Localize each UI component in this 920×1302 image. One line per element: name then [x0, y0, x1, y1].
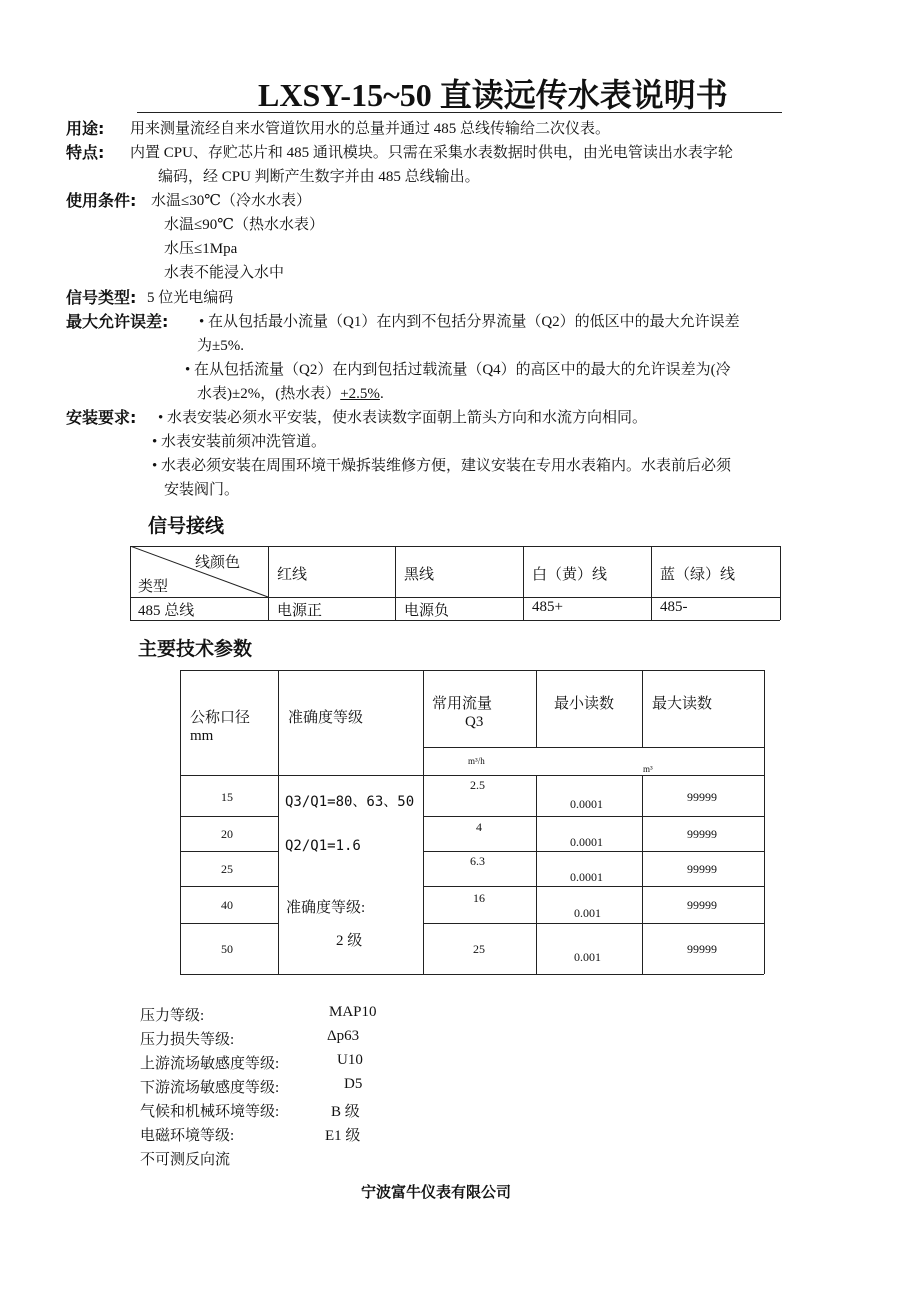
- install-bullet1: • 水表安装必须水平安装，使水表读数字面朝上箭头方向和水流方向相同。: [158, 410, 648, 426]
- params-max: 99999: [687, 827, 717, 841]
- condition-item: 水表不能浸入水中: [164, 265, 285, 281]
- params-col-q3-symbol: Q3: [465, 714, 484, 730]
- spec-label: 上游流场敏感度等级:: [140, 1056, 280, 1072]
- condition-item: 水温≤90℃（热水水表）: [164, 217, 325, 233]
- condition-item: 水温≤30℃（冷水水表）: [151, 193, 312, 209]
- wiring-cell: 电源负: [404, 603, 450, 619]
- wiring-corner-bottom: 类型: [138, 579, 169, 595]
- install-bullet2: • 水表安装前须冲洗管道。: [152, 434, 327, 450]
- params-accuracy-ratio-q2q1: Q2/Q1=1.6: [285, 838, 361, 854]
- params-min: 0.001: [574, 906, 601, 920]
- wiring-header-cell: 黑线: [404, 567, 435, 583]
- conditions-label: 使用条件:: [66, 191, 137, 210]
- usage-text: 用来测量流经自来水管道饮用水的总量并通过 485 总线传输给二次仪表。: [130, 121, 611, 137]
- signal-type-label: 信号类型:: [66, 288, 137, 307]
- spec-value: E1 级: [325, 1128, 361, 1144]
- params-min: 0.001: [574, 950, 601, 964]
- wiring-row-label: 485 总线: [138, 603, 195, 619]
- title-underline: [137, 112, 782, 113]
- max-error-bullet1-line2: 为±5%.: [197, 338, 244, 354]
- install-label: 安装要求:: [66, 408, 137, 427]
- page-title: LXSY-15~50 直读远传水表说明书: [258, 77, 728, 113]
- no-reverse-flow-note: 不可测反向流: [140, 1152, 231, 1168]
- spec-value: MAP10: [329, 1004, 377, 1020]
- wiring-cell: 电源正: [277, 603, 323, 619]
- params-q3: 25: [473, 942, 485, 956]
- features-text-line1: 内置 CPU、存贮芯片和 485 通讯模块。只需在采集水表数据时供电，由光电管读出水表字轮: [130, 145, 733, 161]
- install-bullet3-line2: 安装阀门。: [164, 482, 240, 498]
- params-col-accuracy: 准确度等级: [288, 710, 364, 726]
- params-col-min: 最小读数: [554, 696, 615, 712]
- wiring-cell: 485+: [532, 599, 563, 615]
- params-dn: 50: [221, 942, 233, 956]
- spec-label: 压力损失等级:: [140, 1032, 235, 1048]
- spec-value: U10: [337, 1052, 363, 1068]
- params-dn: 15: [221, 790, 233, 804]
- params-col-dn-unit: mm: [190, 728, 214, 744]
- spec-value: B 级: [331, 1104, 360, 1120]
- params-max: 99999: [687, 790, 717, 804]
- params-col-dn: 公称口径: [190, 710, 251, 726]
- params-col-max: 最大读数: [652, 696, 713, 712]
- wiring-header-cell: 蓝（绿）线: [660, 567, 736, 583]
- params-dn: 20: [221, 827, 233, 841]
- max-error-bullet2-line1: • 在从包括流量（Q2）在内到包括过载流量（Q4）的高区中的最大的允许误差为(冷: [185, 362, 731, 378]
- condition-item: 水压≤1Mpa: [164, 241, 238, 257]
- wiring-corner-top: 线颜色: [195, 555, 241, 571]
- params-min: 0.0001: [570, 870, 603, 884]
- wiring-cell: 485-: [660, 599, 688, 615]
- company-name: 宁波富牛仪表有限公司: [361, 1183, 512, 1201]
- params-accuracy-ratio-q3q1: Q3/Q1=80、63、50: [285, 794, 415, 810]
- usage-label: 用途:: [66, 119, 105, 138]
- spec-label: 电磁环境等级:: [140, 1128, 235, 1144]
- spec-label: 气候和机械环境等级:: [140, 1104, 280, 1120]
- params-unit-q3: m³/h: [468, 756, 485, 766]
- max-error-bullet1-line1: • 在从包括最小流量（Q1）在内到不包括分界流量（Q2）的低区中的最大允许误差: [199, 314, 740, 330]
- max-error-label: 最大允许误差:: [66, 312, 169, 331]
- features-text-line2: 编码，经 CPU 判断产生数字并由 485 总线输出。: [158, 169, 480, 185]
- params-q3: 2.5: [470, 778, 485, 792]
- params-max: 99999: [687, 898, 717, 912]
- wiring-header-cell: 白（黄）线: [532, 567, 608, 583]
- params-max: 99999: [687, 862, 717, 876]
- params-max: 99999: [687, 942, 717, 956]
- params-q3: 4: [476, 820, 482, 834]
- params-min: 0.0001: [570, 835, 603, 849]
- wiring-header-cell: 红线: [277, 567, 308, 583]
- features-label: 特点:: [66, 143, 105, 162]
- params-accuracy-class: 2 级: [336, 933, 363, 949]
- signal-type-text: 5 位光电编码: [147, 290, 234, 306]
- params-q3: 16: [473, 891, 485, 905]
- install-bullet3-line1: • 水表必须安装在周围环境干燥拆装维修方便，建议安装在专用水表箱内。水表前后必须: [152, 458, 732, 474]
- wiring-heading: 信号接线: [148, 515, 225, 537]
- params-dn: 40: [221, 898, 233, 912]
- spec-label: 下游流场敏感度等级:: [140, 1080, 280, 1096]
- spec-value: Δp63: [327, 1028, 360, 1044]
- spec-value: D5: [344, 1076, 363, 1092]
- params-min: 0.0001: [570, 797, 603, 811]
- max-error-bullet2-line2: 水表)±2%，(热水表）+2.5%.: [197, 386, 384, 402]
- spec-label: 压力等级:: [140, 1008, 205, 1024]
- params-q3: 6.3: [470, 854, 485, 868]
- params-heading: 主要技术参数: [138, 638, 253, 660]
- params-unit-reading: m³: [643, 764, 653, 774]
- params-accuracy-label: 准确度等级:: [286, 900, 366, 916]
- params-dn: 25: [221, 862, 233, 876]
- params-col-q3: 常用流量: [432, 696, 493, 712]
